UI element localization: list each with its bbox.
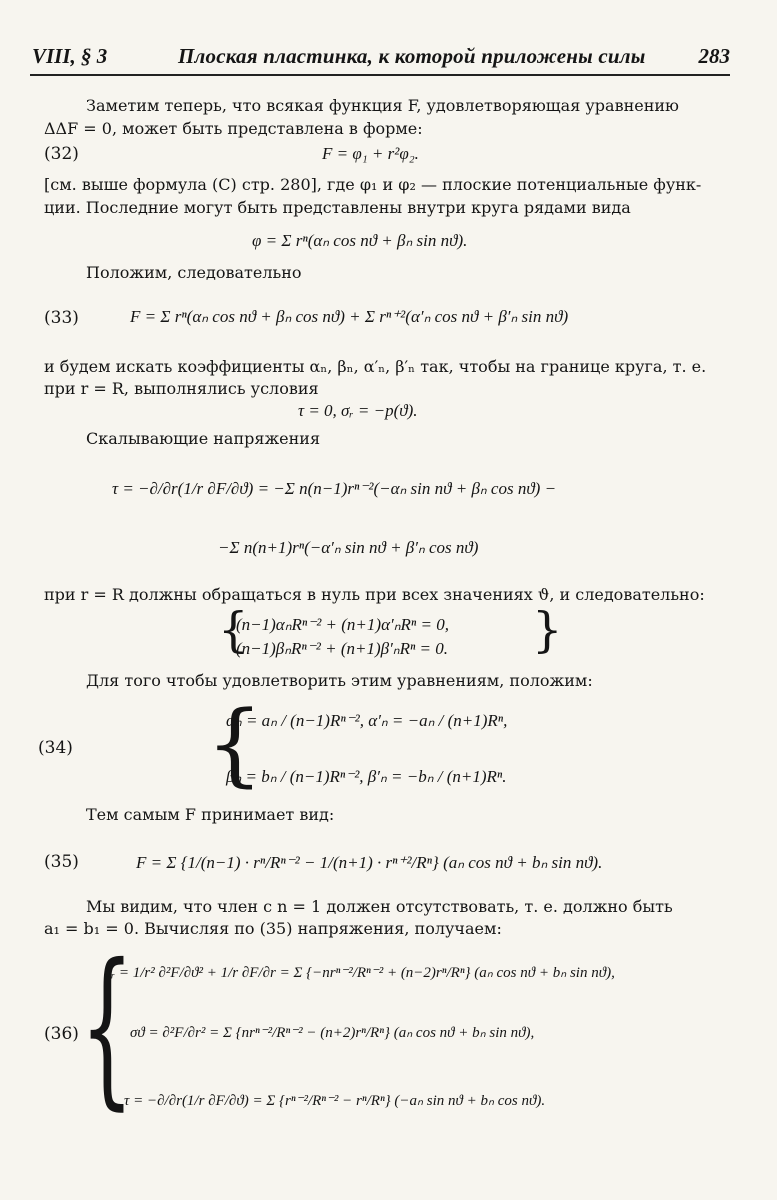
paragraph-line: и будем искать коэффициенты αₙ, βₙ, α′ₙ, β′ₙ так, чтобы на границе круга, т. е. xyxy=(44,357,707,376)
equation-number: (35) xyxy=(44,852,79,872)
paragraph-line: Положим, следовательно xyxy=(86,263,302,282)
page-number: 283 xyxy=(698,44,730,68)
paragraph-line: Мы видим, что член с n = 1 должен отсутствовать, т. е. должно быть xyxy=(86,897,673,916)
paragraph-line: ΔΔF = 0, может быть представлена в форме: xyxy=(44,119,423,138)
equation-32: F = φ₁ + r²φ₂. xyxy=(322,144,419,163)
equation-36-sigma-r: σᵣ = 1/r² ∂²F/∂ϑ² + 1/r ∂F/∂r = Σ {−nrⁿ⁻²/Rⁿ⁻² + (n−2)rⁿ/Rⁿ} (aₙ cos nϑ + bₙ sin nϑ), xyxy=(104,965,615,981)
system-brace-right: } xyxy=(532,602,563,658)
system-brace-left: { xyxy=(218,602,249,658)
paragraph-line: ции. Последние могут быть представлены внутри круга рядами вида xyxy=(44,198,631,217)
equation-34-alpha: αₙ = aₙ / (n−1)Rⁿ⁻², α′ₙ = −aₙ / (n+1)Rⁿ, xyxy=(226,711,508,730)
paragraph-line: при r = R, выполнялись условия xyxy=(44,379,319,398)
paragraph-line: a₁ = b₁ = 0. Вычисляя по (35) напряжения, получаем: xyxy=(44,919,502,938)
equation-number: (34) xyxy=(38,738,73,758)
equation-36-tau: τ = −∂/∂r(1/r ∂F/∂ϑ) = Σ {rⁿ⁻²/Rⁿ⁻² − rⁿ/Rⁿ} (−aₙ sin nϑ + bₙ cos nϑ). xyxy=(124,1093,546,1109)
equation-34-beta: βₙ = bₙ / (n−1)Rⁿ⁻², β′ₙ = −bₙ / (n+1)Rⁿ. xyxy=(226,767,507,786)
equation-number: (36) xyxy=(44,1024,79,1044)
paragraph-line: при r = R должны обращаться в нуль при всех значениях ϑ, и следовательно: xyxy=(44,585,705,604)
equation-tau-line2: −Σ n(n+1)rⁿ(−α′ₙ sin nϑ + β′ₙ cos nϑ) xyxy=(218,538,479,557)
section-label: VIII, § 3 xyxy=(32,44,108,68)
equation-number: (32) xyxy=(44,144,79,164)
system-equation: (n−1)βₙRⁿ⁻² + (n+1)β′ₙRⁿ = 0. xyxy=(236,639,449,658)
equation-phi-series: φ = Σ rⁿ(αₙ cos nϑ + βₙ sin nϑ). xyxy=(252,231,468,250)
equation-number: (33) xyxy=(44,308,79,328)
paragraph-line: [см. выше формула (C) стр. 280], где φ₁ и φ₂ — плоские потенциальные функ- xyxy=(44,175,702,194)
header-rule xyxy=(30,74,730,76)
paragraph-line: Для того чтобы удовлетворить этим уравнениям, положим: xyxy=(86,671,593,690)
equation-35: F = Σ {1/(n−1) · rⁿ/Rⁿ⁻² − 1/(n+1) · rⁿ⁺²/Rⁿ} (aₙ cos nϑ + bₙ sin nϑ). xyxy=(136,853,603,872)
running-header xyxy=(30,38,730,78)
equation-34-brace: { xyxy=(206,692,264,797)
page-title: Плоская пластинка, к которой приложены силы xyxy=(178,44,646,68)
boundary-conditions: τ = 0, σᵣ = −p(ϑ). xyxy=(298,401,418,420)
equation-36-sigma-theta: σϑ = ∂²F/∂r² = Σ {nrⁿ⁻²/Rⁿ⁻² − (n+2)rⁿ/Rⁿ} (aₙ cos nϑ + bₙ sin nϑ), xyxy=(130,1025,535,1041)
paragraph-line: Заметим теперь, что всякая функция F, удовлетворяющая уравнению xyxy=(86,96,679,115)
system-equation: (n−1)αₙRⁿ⁻² + (n+1)α′ₙRⁿ = 0, xyxy=(236,615,449,634)
paragraph-line: Скалывающие напряжения xyxy=(86,429,321,448)
equation-33: F = Σ rⁿ(αₙ cos nϑ + βₙ cos nϑ) + Σ rⁿ⁺²(α′ₙ cos nϑ + β′ₙ sin nϑ) xyxy=(130,307,569,326)
equation-36-brace: { xyxy=(80,928,135,1126)
equation-tau-line1: τ = −∂/∂r(1/r ∂F/∂ϑ) = −Σ n(n−1)rⁿ⁻²(−αₙ sin nϑ + βₙ cos nϑ) − xyxy=(112,479,557,498)
paragraph-line: Тем самым F принимает вид: xyxy=(86,805,335,824)
